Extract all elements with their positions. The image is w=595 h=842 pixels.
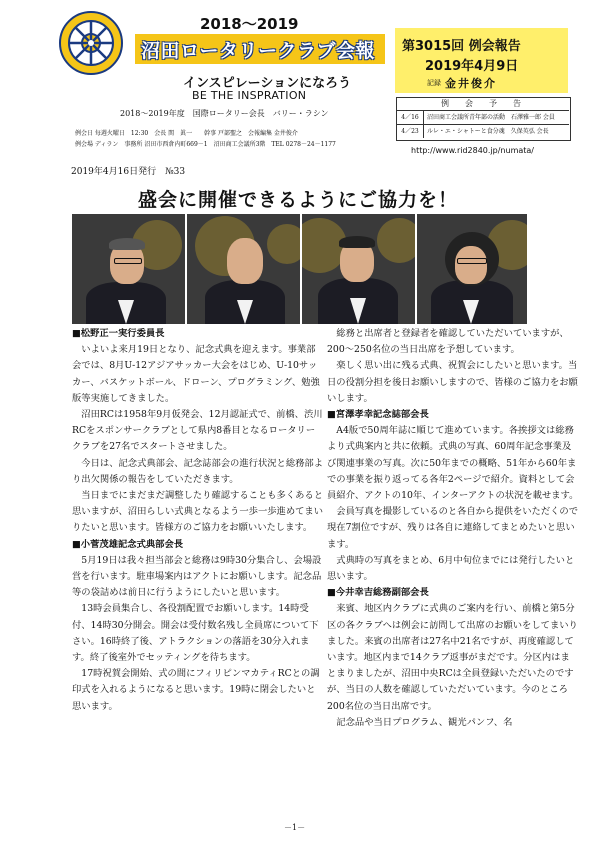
photo-speaker-4 [417,214,527,324]
paragraph: 来賓、地区内クラブに式典のご案内を行い、前橋と第5分区の各クラブへは例会に訪問して出席のお願いをしてまいりました。来賓の出席者は27名中21名ですが、再度確認しています。地区内まで14クラブ返事がまだです。分区内はまとまりましたが、沼田中央RCは全員登録いただいたのですが、当日の人数を確認していただいています。今のところ200名位の当日出席です。 [327,603,578,712]
photo-speaker-1 [72,214,185,324]
club-info-line-2: 例会場 ディラン 事務所 沼田市西倉内町669－1 沼田商工会議所3階 TEL 0278－24－1177 [75,141,336,148]
paragraph: 当日までにまだまだ調整したり確認することも多くあると思いますが、沼田らしい式典となるよう一歩一歩進めてまいりたいと思います。皆様方のご協力をお願いいたします。 [72,490,324,534]
paragraph: 記念品や当日プログラム、観光パンフ、名 [336,716,513,728]
paragraph: A4版で50周年誌に順じて進めています。各挨拶文は総務より式典案内と共に依頼。式典の写真、60周年記念事業及び関連事業の写真。次に50年までの概略、51年から60年までの事業を振り返ってる各年2ページで紹介。資料として会員紹介、アクトの10年、インターアクトの状況を載せます。 [327,425,579,502]
schedule-date: 4／16 [397,111,424,124]
section-title: ■ 小菅茂雄記念式典部会長 [72,537,324,553]
president-line: 2018～2019年度 国際ロータリー会長 バリー・ラシン [120,109,329,118]
section-title: ■ 宮澤孝幸記念誌部会長 [327,407,579,423]
paragraph: いよいよ来月19日となり、記念式典を迎えます。事業部会では、8月U-12アジアサッカー大会をはじめ、U-10サッカー、バスケットボール、ドローン、プログラミング、勉強版等実施してきました。 [72,344,320,404]
schedule-heading: 例 会 予 告 [397,98,569,111]
paragraph: 沼田RCは1958年9月仮発会、12月認証式で、前橋、渋川RCをスポンサークラブとして県内8番目となるロータリークラブを27名でスタートさせました。 [72,409,323,453]
paragraph: 楽しく思い出に残る式典、祝賀会にしたいと思います。当日の役割分担を後日お願いしますので、皆様のご協力をお願いします。 [327,360,578,404]
section-title: ■ 今井幸吉総務副部会長 [327,585,579,601]
paragraph: 5月19日は我々担当部会と総務は9時30分集合し、会場設営を行います。駐車場案内はアクトにお願いします。記念品等の袋詰めは前日に行うようにしたいと思います。 [72,554,322,599]
paragraph: 13時会員集合し、各役割配置でお願いします。14時受付、14時30分開会。開会は受付数名残し全員席について下さい。16時終了後、アトラクションの落語を30分入れます。終了後室外でセッティングを待ちます。 [72,603,319,664]
issue-number: 第3015回 例会報告 [402,39,521,54]
club-info-line-1: 例会日 每週火曜日 12:30 会長 関 眞一 幹事 戸部聖之 会報編集 金井俊介 [75,130,298,137]
right-column [327,326,579,731]
schedule-text: 沼田商工会議所青年部の活動 石澤雅一郎 会員 [427,114,555,121]
paragraph: 会員写真を撮影しているのと各自から提供をいただくので現在7割位ですが、残りは各自に連絡してまとめたいと思います。 [327,506,579,550]
schedule-date: 4／23 [397,125,424,138]
schedule-row [397,125,569,138]
theme-english: BE THE INSPRATION [192,89,307,102]
recorder-label: 記録 [427,79,441,87]
recorder-name: 金井俊介 [445,77,497,90]
meeting-date: 2019年4月9日 [425,59,519,74]
paragraph: 17時祝賀会開始、式の間にフィリピンマカティRCとの調印式を入れるようになると思います。19時に閉会したいと思います。 [72,668,320,712]
paragraph: 総務と出席者と登録者を確認していただいていますが、200～250名位の当日出席を予想しています。 [327,328,569,356]
section-title: ■ 松野正一実行委員長 [72,326,324,342]
headline: 盛会に開催できるようにご協力を！ [138,189,459,211]
photo-speaker-2 [187,214,300,324]
photo-speaker-3 [302,214,415,324]
paragraph: 式典時の写真をまとめ、6月中旬位までには発行したいと思います。 [327,554,575,583]
schedule-row [397,111,569,125]
paragraph: 今日は、記念式典部会、記念誌部会の進行状況と総務部より出欠関係の報告をしていただきます。 [72,457,324,485]
club-url-link[interactable]: http://www.rid2840.jp/numata/ [411,146,535,155]
issue-date: 2019年4月16日発行 №33 [71,167,186,177]
page-number: －1－ [284,823,306,832]
left-column [72,326,324,715]
fiscal-years: 2018～2019 [200,15,299,33]
rotary-wheel-icon [58,10,124,76]
club-newsletter-title: 沼田ロータリークラブ会報 [141,40,376,62]
theme-japanese: インスピレーションになろう [183,76,352,91]
schedule-text: ルレ・エ・シャトーと食分魂 久保英弘 会長 [427,128,549,135]
